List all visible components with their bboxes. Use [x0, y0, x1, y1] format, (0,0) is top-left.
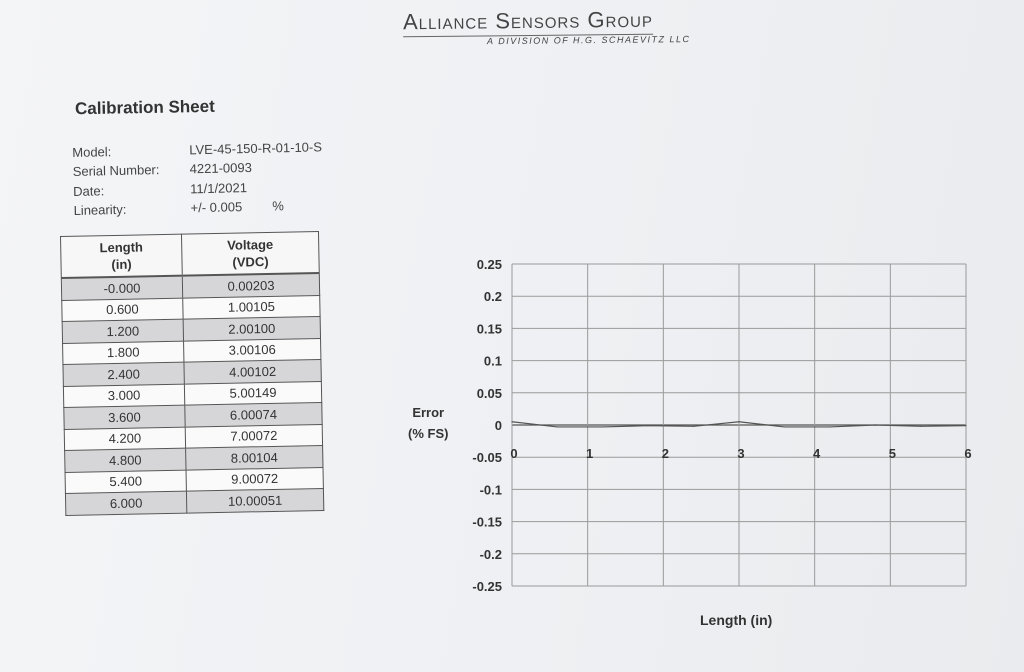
- company-name: Alliance Sensors Group: [403, 7, 653, 38]
- y-tick-label: 0.05: [476, 385, 502, 401]
- page-title: Calibration Sheet: [74, 96, 215, 119]
- y-tick-label: 0.25: [476, 257, 502, 272]
- error-point: [557, 426, 558, 427]
- y-axis-label: [408, 402, 448, 444]
- length-cell: 1.200: [62, 319, 183, 343]
- voltage-cell: 3.00106: [184, 338, 321, 362]
- length-cell: 4.800: [65, 448, 186, 472]
- date-label: Date:: [72, 182, 105, 199]
- date-value: 11/1/2021: [189, 179, 248, 196]
- y-tick-label: 0.1: [483, 353, 502, 369]
- linearity-value: +/- 0.005: [190, 199, 243, 216]
- y-tick-label: -0.1: [479, 482, 502, 498]
- length-cell: 4.200: [64, 427, 185, 451]
- sheet-info: [72, 134, 323, 218]
- length-header-line2: (in): [111, 256, 132, 273]
- length-cell: 3.000: [63, 384, 184, 408]
- error-chart: [400, 250, 1000, 650]
- voltage-cell: 10.00051: [186, 488, 323, 512]
- length-cell: 6.000: [65, 491, 186, 515]
- linearity-unit: %: [272, 198, 284, 214]
- length-header-line1: Length: [99, 239, 144, 256]
- company-division: A DIVISION OF H.G. SCHAEVITZ LLC: [486, 34, 691, 47]
- y-tick-label: 0.15: [476, 321, 502, 337]
- length-cell: 2.400: [63, 362, 184, 386]
- length-header: [61, 234, 183, 278]
- x-tick-label: 2: [661, 446, 669, 461]
- x-tick-label: 5: [888, 446, 896, 461]
- voltage-cell: 5.00149: [184, 381, 321, 405]
- x-tick-labels: [510, 446, 971, 461]
- y-tick-label: -0.2: [479, 546, 502, 562]
- voltage-header: [181, 232, 319, 276]
- voltage-header-line2: (VDC): [232, 254, 269, 270]
- model-label: Model:: [72, 143, 112, 160]
- y-axis-label-line2: (% FS): [408, 426, 449, 441]
- y-tick-label: 0: [494, 418, 502, 433]
- y-tick-label: 0.2: [483, 289, 502, 305]
- error-point: [965, 425, 966, 426]
- x-tick-label: 3: [737, 446, 745, 461]
- voltage-cell: 9.00072: [186, 467, 323, 491]
- voltage-cell: 8.00104: [186, 445, 323, 469]
- x-tick-label: 6: [964, 446, 972, 461]
- model-value: LVE-45-150-R-01-10-S: [189, 138, 323, 157]
- error-point: [648, 425, 649, 426]
- voltage-header-line1: Voltage: [227, 236, 274, 253]
- error-point: [875, 424, 876, 425]
- company-logo: [403, 8, 713, 45]
- error-point: [602, 426, 603, 427]
- voltage-cell: 1.00105: [183, 295, 320, 319]
- y-tick-labels: [472, 257, 502, 594]
- y-tick-label: -0.05: [472, 450, 502, 466]
- voltage-cell: 6.00074: [185, 403, 322, 427]
- x-tick-label: 1: [586, 446, 594, 461]
- length-cell: 0.600: [62, 298, 183, 322]
- x-tick-label: 0: [510, 446, 518, 461]
- voltage-cell: 0.00203: [182, 273, 319, 298]
- length-cell: 3.600: [64, 405, 185, 429]
- y-tick-label: -0.15: [472, 514, 502, 530]
- y-tick-label: -0.25: [472, 579, 502, 594]
- serial-label: Serial Number:: [72, 162, 160, 179]
- error-point: [829, 426, 830, 427]
- error-chart-svg: [400, 250, 1000, 650]
- calibration-table: [60, 231, 324, 515]
- error-point: [738, 421, 739, 422]
- error-point: [784, 426, 785, 427]
- y-axis-label-line1: Error: [412, 405, 445, 420]
- table-header-row: [61, 232, 320, 278]
- voltage-cell: 2.00100: [183, 317, 320, 341]
- voltage-cell: 4.00102: [184, 360, 321, 384]
- x-tick-label: 4: [813, 446, 821, 461]
- linearity-label: Linearity:: [73, 201, 127, 218]
- chart-grid: [512, 264, 966, 586]
- error-point: [511, 421, 512, 422]
- x-axis-label: Length (in): [700, 612, 773, 628]
- table-row: [65, 488, 323, 514]
- length-cell: -0.000: [61, 276, 182, 300]
- error-point: [920, 426, 921, 427]
- length-cell: 1.800: [63, 341, 184, 365]
- length-cell: 5.400: [65, 470, 186, 494]
- error-point: [693, 426, 694, 427]
- serial-value: 4221-0093: [189, 159, 253, 177]
- voltage-cell: 7.00072: [185, 424, 322, 448]
